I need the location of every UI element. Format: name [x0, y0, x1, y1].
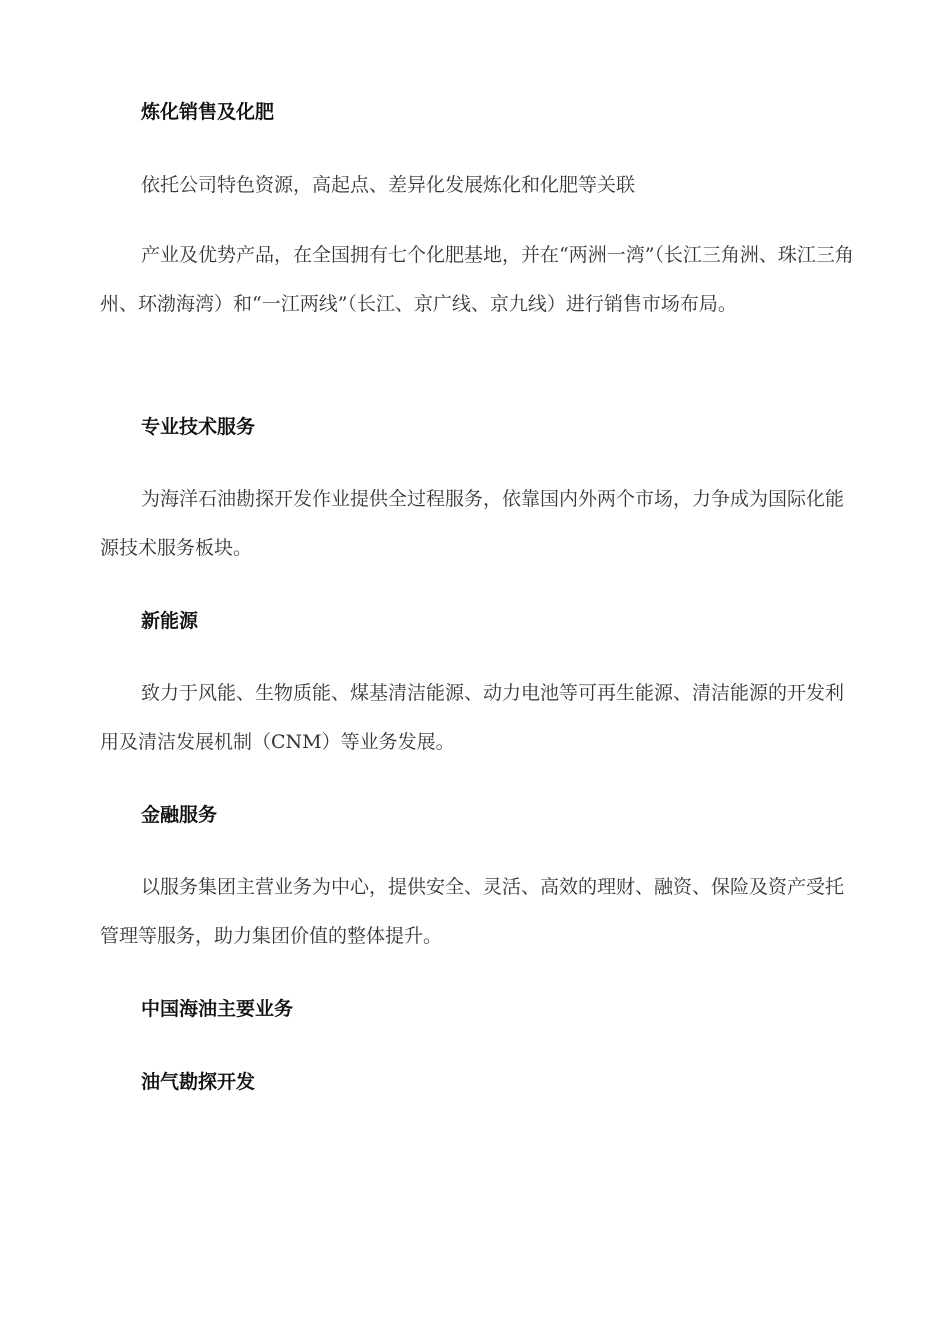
paragraph-technical-services: 为海洋石油勘探开发作业提供全过程服务，依靠国内外两个市场，力争成为国际化能源技术服务板块。 — [100, 488, 845, 559]
section-heading-exploration: 油气勘探开发 — [141, 1071, 256, 1093]
section-heading-technical-services: 专业技术服务 — [141, 416, 256, 438]
paragraph-financial-services: 以服务集团主营业务为中心，提供安全、灵活、高效的理财、融资、保险及资产受托管理等服务，助力集团价值的整体提升。 — [100, 876, 845, 947]
section-heading-financial-services: 金融服务 — [141, 804, 218, 826]
section-heading-main-business: 中国海油主要业务 — [141, 998, 294, 1020]
section-heading-refining: 炼化销售及化肥 — [141, 101, 275, 123]
section-heading-new-energy: 新能源 — [141, 610, 199, 632]
paragraph-refining-detail: 产业及优势产品，在全国拥有七个化肥基地，并在“两洲一湾”（长江三角洲、珠江三角州、环渤海湾）和“一江两线”（长江、京广线、京九线）进行销售市场布局。 — [100, 244, 854, 315]
paragraph-refining-intro: 依托公司特色资源，高起点、差异化发展炼化和化肥等关联 — [141, 174, 636, 196]
paragraph-new-energy: 致力于风能、生物质能、煤基清洁能源、动力电池等可再生能源、清洁能源的开发利用及清洁发展机制（CNM）等业务发展。 — [100, 682, 845, 753]
